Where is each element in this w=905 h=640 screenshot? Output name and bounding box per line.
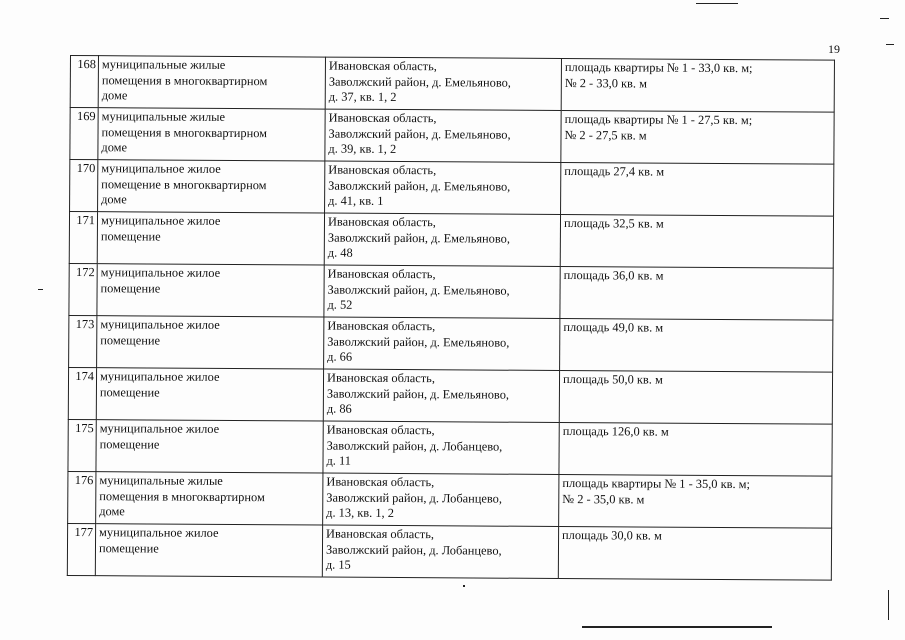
page-number: 19 [828,42,840,56]
property-name-line: помещения в многоквартирном [101,124,268,140]
property-table [67,55,835,581]
characteristics-cell [561,59,834,113]
address-line: Заволжский район, д. Лобанцево, [325,542,502,558]
characteristics-cell [559,422,832,476]
row-number: 170 [70,160,98,212]
row-number: 176 [68,471,96,523]
characteristics-cell [561,111,834,165]
property-name-line: доме [101,88,128,103]
address-line: Ивановская область, [326,370,435,386]
property-name-line: доме [101,140,128,155]
property-name-line: помещение [100,228,161,244]
row-number: 175 [68,419,96,471]
address-line: Заволжский район, д. Емельяново, [327,230,511,246]
property-name-cell [97,316,324,369]
table-row [69,315,833,372]
characteristics-line: площадь 49,0 кв. м [563,320,664,335]
scan-edge-right [888,590,889,620]
property-name-line: муниципальное жилое [100,317,220,332]
property-name-cell [97,264,324,317]
characteristics-cell [558,526,831,580]
address-line: д. 41, кв. 1 [328,193,384,209]
address-line: Заволжский район, д. Емельяново, [327,334,510,350]
property-name-line: помещения в многоквартирном [99,488,265,504]
row-number: 171 [69,212,97,264]
table-row [68,471,832,528]
row-number: 177 [67,523,95,575]
address-line: Ивановская область, [327,266,436,282]
address-line: Ивановская область, [328,110,437,126]
table-row [69,263,833,320]
address-cell [325,57,561,110]
characteristics-line: площадь квартиры № 1 - 33,0 кв. м; [564,60,753,76]
address-line: Заволжский район, д. Емельяново, [328,74,511,90]
characteristics-line: площадь 50,0 кв. м [562,372,663,387]
scan-mark-bottom [582,626,772,628]
address-cell [323,421,559,474]
address-cell [324,317,560,370]
characteristics-cell [559,370,832,424]
property-name-line: муниципальное жилое [99,369,220,384]
characteristics-line: площадь 27,4 кв. м [564,164,665,179]
table-row [70,160,834,217]
address-line: д. 39, кв. 1, 2 [328,141,397,157]
property-name-line: помещение [99,384,160,400]
characteristics-line: площадь 30,0 кв. м [562,528,662,543]
property-name-line: помещение [99,436,160,452]
property-name-line: муниципальное жилое [99,421,220,436]
address-line: Ивановская область, [326,474,435,490]
characteristics-cell [560,214,833,268]
property-name-line: помещение [100,332,161,348]
address-cell [322,525,558,578]
characteristics-cell [560,318,833,372]
property-name-cell [98,108,325,161]
characteristics-line: № 2 - 27,5 кв. м [564,127,647,143]
address-line: Заволжский район, д. Емельяново, [326,386,510,402]
address-line: Заволжский район, д. Лобанцево, [326,490,503,506]
property-name-cell [96,472,323,525]
table-row [69,212,833,269]
address-cell [323,369,559,422]
property-name-cell [97,212,324,265]
row-number: 173 [69,315,97,367]
property-name-line: муниципальное жилое [100,213,221,228]
address-line: д. 11 [326,453,352,468]
scan-mark-left [38,289,43,290]
property-name-cell [96,368,323,421]
property-name-cell [98,160,325,213]
scan-mark-right [886,44,894,45]
property-name-line: помещение в многоквартирном [101,176,267,192]
row-number: 168 [70,56,98,108]
address-line: Ивановская область, [328,58,437,74]
property-name-line: доме [99,504,125,519]
address-line: Ивановская область, [327,318,436,334]
property-name-line: муниципальные жилые [99,473,223,488]
characteristics-line: № 2 - 33,0 кв. м [564,75,648,91]
property-name-line: помещения в многоквартирном [101,72,268,88]
address-cell [324,213,560,266]
scan-mark-top [696,3,738,4]
address-line: д. 15 [325,557,351,572]
table-row [70,56,834,113]
address-line: Ивановская область, [327,214,436,230]
property-name-line: помещение [100,280,161,296]
address-line: д. 86 [326,401,352,416]
characteristics-cell [560,266,833,320]
property-name-cell [95,524,322,577]
property-name-line: муниципальные жилые [101,57,226,72]
address-line: д. 66 [327,349,353,364]
scan-dot-bottom [463,585,465,587]
address-line: Заволжский район, д. Емельяново, [327,282,510,298]
characteristics-line: площадь квартиры № 1 - 27,5 кв. м; [564,112,753,128]
address-line: Ивановская область, [326,422,435,438]
address-line: д. 48 [327,245,353,260]
characteristics-cell [561,163,834,217]
scan-mark-right-top [880,18,889,19]
property-name-line: доме [101,192,127,207]
address-line: Заволжский район, д. Емельяново, [328,126,511,142]
characteristics-line: площадь 32,5 кв. м [563,216,664,231]
property-name-cell [98,56,325,109]
address-line: д. 37, кв. 1, 2 [328,89,397,105]
table-row [67,523,831,580]
characteristics-cell [559,474,832,528]
row-number: 172 [69,263,97,315]
row-number: 174 [68,367,96,419]
row-number: 169 [70,108,98,160]
table-row [68,419,832,476]
characteristics-line: № 2 - 35,0 кв. м [562,491,645,507]
property-name-line: помещение [98,540,159,556]
property-name-line: муниципальные жилые [101,109,226,124]
address-cell [324,265,560,318]
address-cell [325,109,561,162]
address-line: Заволжский район, д. Лобанцево, [326,438,503,454]
property-name-cell [96,420,323,473]
table-body [67,56,834,581]
table-row [70,108,834,165]
address-line: Ивановская область, [326,526,435,542]
characteristics-line: площадь квартиры № 1 - 35,0 кв. м; [562,476,751,492]
address-cell [323,473,559,526]
address-line: д. 13, кв. 1, 2 [326,505,394,521]
characteristics-line: площадь 126,0 кв. м [562,424,669,439]
property-name-line: муниципальное жилое [100,265,221,280]
characteristics-line: площадь 36,0 кв. м [563,268,664,283]
address-line: Ивановская область, [328,162,437,178]
table-row [68,367,832,424]
property-name-line: муниципальное жилое [99,525,219,540]
address-cell [325,161,561,214]
address-line: д. 52 [327,297,353,312]
property-name-line: муниципальное жилое [101,161,221,176]
address-line: Заволжский район, д. Емельяново, [328,178,511,194]
